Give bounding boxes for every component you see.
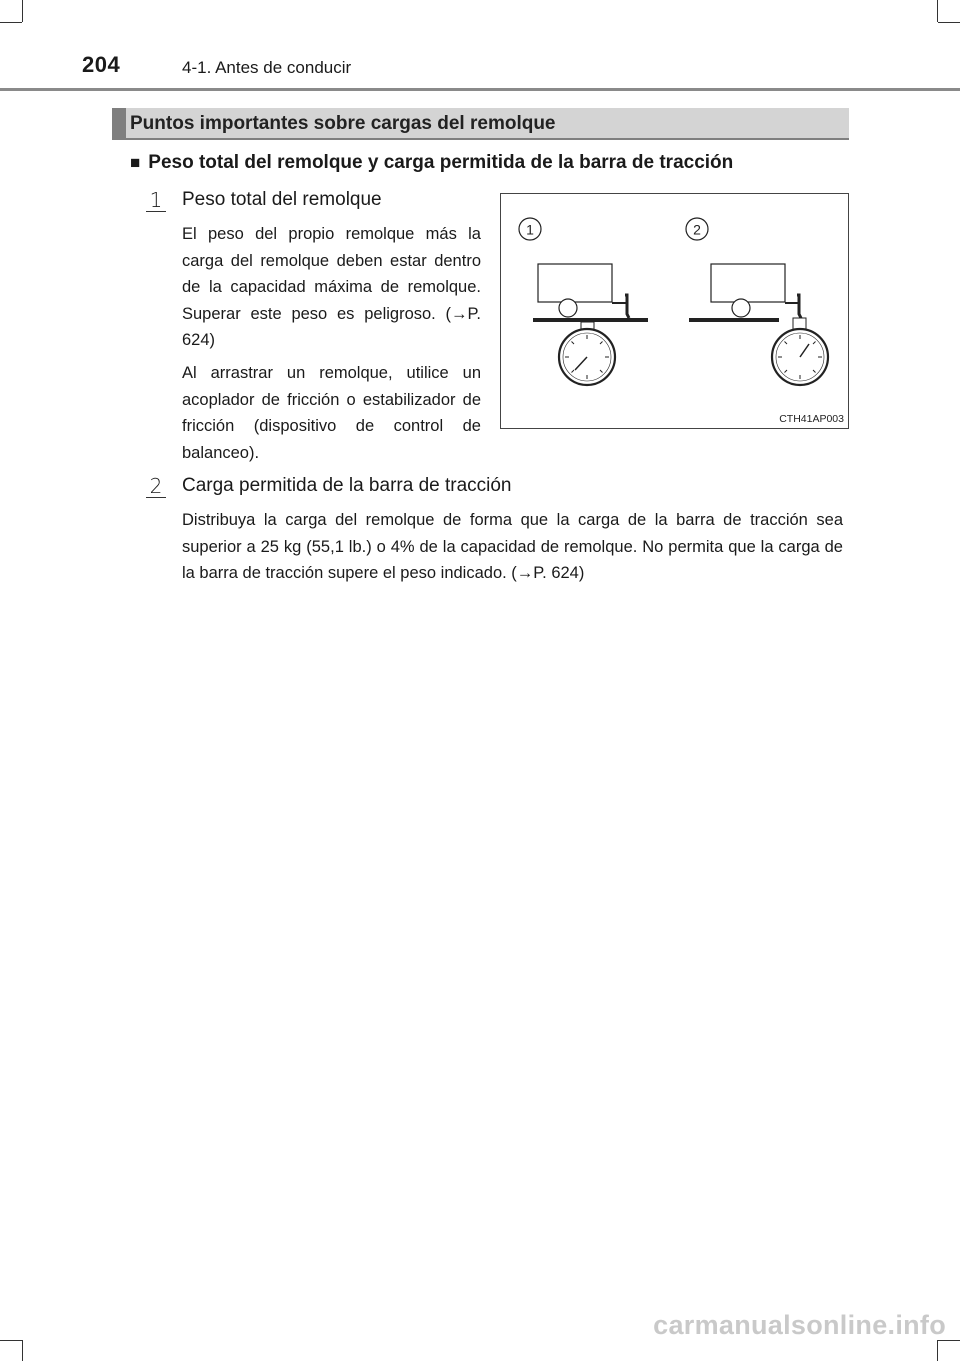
- trailer-total-weight-scene: [533, 264, 648, 385]
- chapter-title: 4-1. Antes de conducir: [182, 58, 352, 77]
- watermark: carmanualsonline.info: [653, 1310, 946, 1340]
- item-body-1: [182, 221, 481, 472]
- header-divider: [0, 88, 960, 91]
- subsection-heading-text: Peso total del remolque y carga permitida de la barra de tracción: [148, 152, 734, 173]
- section-heading-text: Puntos importantes sobre cargas del remolque: [130, 113, 556, 134]
- crop-mark: [937, 0, 938, 22]
- figure-label-1: 1: [526, 221, 534, 238]
- trailer-weight-figure: [500, 193, 849, 429]
- item-body-2: [182, 507, 843, 593]
- item-title-1: Peso total del remolque: [182, 189, 382, 210]
- section-divider: [112, 138, 849, 140]
- tongue-weight-scene: [689, 264, 828, 385]
- page-number: 204: [82, 52, 121, 77]
- crop-mark: [938, 22, 960, 23]
- crop-mark: [937, 1340, 938, 1361]
- figure-code: CTH41AP003: [779, 413, 844, 425]
- crop-mark: [22, 1340, 23, 1361]
- item-number-2: 2: [146, 475, 166, 498]
- figure-label-2: 2: [693, 221, 701, 238]
- trailer-weight-diagram: [501, 194, 848, 428]
- paragraph: Al arrastrar un remolque, utilice un acoplador de fricción o estabilizador de fricción (dispositivo de control de balanceo).: [182, 363, 481, 462]
- crop-mark: [0, 22, 22, 23]
- subsection-heading: [130, 152, 733, 174]
- crop-mark: [0, 1340, 22, 1341]
- section-heading: [112, 108, 849, 139]
- paragraph: El peso del propio remolque más la carga del remolque deben estar dentro de la capacidad máxima de remolque. Superar este peso es peligroso. (→P. 624): [182, 225, 481, 350]
- square-bullet-icon: ■: [130, 153, 141, 172]
- item-title-2: Carga permitida de la barra de tracción: [182, 475, 512, 496]
- item-number-1: 1: [146, 189, 166, 212]
- crop-mark: [22, 0, 23, 22]
- paragraph: Distribuya la carga del remolque de forma que la carga de la barra de tracción sea superior a 25 kg (55,1 lb.) o 4% de la capacidad de remolque. No permita que la carga de la barra de tracción supere el peso indicado. (→P. 624): [182, 511, 843, 583]
